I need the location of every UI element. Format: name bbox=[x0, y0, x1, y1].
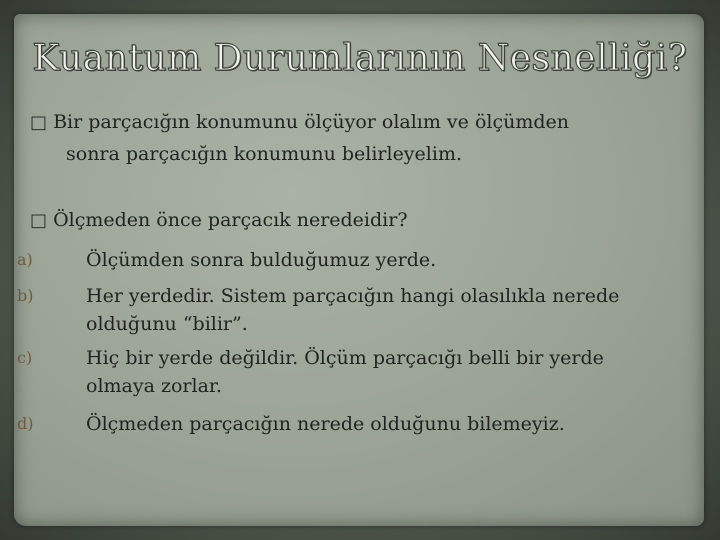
bullet-2 bbox=[30, 206, 408, 235]
square-bullet-icon: □ bbox=[30, 210, 48, 231]
option-b-text-line-1: Her yerdedir. Sistem parçacığın hangi olasılıkla nerede bbox=[86, 285, 620, 307]
option-marker-b: b) bbox=[17, 286, 34, 305]
bullet-2-text: Ölçmeden önce parçacık neredeidir? bbox=[53, 209, 408, 231]
bullet-1-line-1 bbox=[30, 108, 569, 137]
slide-title: Kuantum Durumlarının Nesnelliği? bbox=[32, 38, 688, 79]
option-a-text: Ölçümden sonra bulduğumuz yerde. bbox=[86, 249, 437, 271]
option-d-text: Ölçmeden parçacığın nerede olduğunu bilemeyiz. bbox=[86, 413, 565, 435]
option-b-text-line-2: olduğunu “bilir”. bbox=[86, 313, 248, 335]
bullet-1-text: Bir parçacığın konumunu ölçüyor olalım ve ölçümden bbox=[53, 111, 570, 133]
option-c-text-line-1: Hiç bir yerde değildir. Ölçüm parçacığı belli bir yerde bbox=[86, 347, 604, 369]
option-marker-a: a) bbox=[17, 250, 33, 269]
square-bullet-icon: □ bbox=[30, 112, 48, 133]
option-marker-d: d) bbox=[17, 414, 34, 433]
bullet-1-line-2: sonra parçacığın konumunu belirleyelim. bbox=[66, 143, 462, 165]
option-marker-c: c) bbox=[17, 348, 33, 367]
option-c-text-line-2: olmaya zorlar. bbox=[86, 375, 222, 397]
